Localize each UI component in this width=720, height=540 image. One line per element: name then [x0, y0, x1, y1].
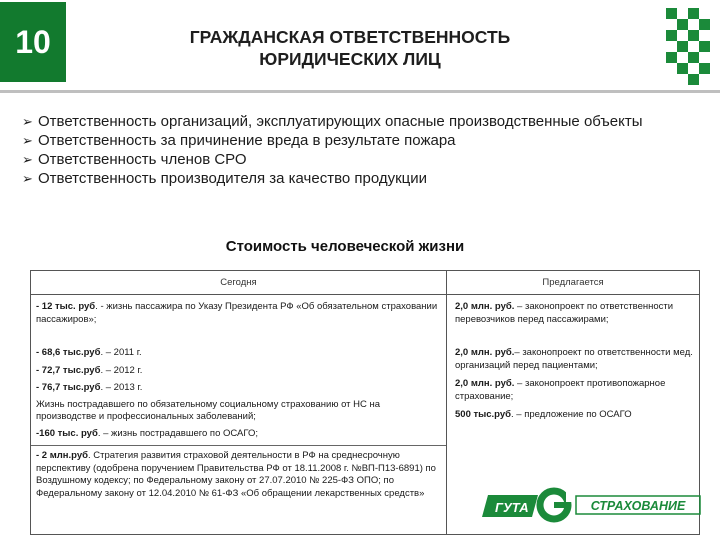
today-column [31, 295, 447, 534]
bullet-item: ➢ Ответственность членов СРО [22, 151, 247, 168]
table-cell: - 12 тыс. руб. - жизнь пассажира по Указу Президента РФ «Об обязательном страховании пассажиров»; [36, 301, 438, 325]
table-cell: 2,0 млн. руб. – законопроект по ответственности перевозчиков перед пассажирами; [455, 301, 674, 325]
table-cell: - 76,7 тыс.руб. – 2013 г. [36, 382, 143, 393]
page-title [120, 26, 580, 70]
arrow-bullet-icon: ➢ [22, 133, 33, 148]
table-cell: - 2 млн.руб. Стратегия развития страховой деятельности в РФ на среднесрочную перспективу (одобрена поручением Правительства РФ от 18.11.2008 г. №ВП-П13-6891) по Воздушному кодексу; по Федеральному закону от 27.07.2010 № 225-ФЗ ОПО; по Федеральному закону от 12.04.2010 № 61-ФЗ «Об обращении лекарственных средств» [36, 450, 436, 499]
title-line-1: ГРАЖДАНСКАЯ ОТВЕТСТВЕННОСТЬ [189, 27, 511, 47]
table-cell: -160 тыс. руб. – жизнь пострадавшего по ОСАГО; [31, 424, 446, 447]
logo-brand-text: ГУТА [495, 500, 529, 515]
arrow-bullet-icon: ➢ [22, 171, 33, 186]
table-cell: - 72,7 тыс.руб. – 2012 г. [36, 364, 143, 376]
bullet-item: ➢ Ответственность за причинение вреда в результате пожара [22, 132, 456, 149]
table-cell: Жизнь пострадавшего по обязательному социальному страхованию от НС на производстве и профессиональных заболеваний; [36, 398, 381, 422]
table-cell: 500 тыс.руб. – предложение по ОСАГО [455, 409, 632, 420]
arrow-bullet-icon: ➢ [22, 114, 33, 129]
header-proposed: Предлагается [542, 277, 604, 288]
header-divider [0, 90, 720, 93]
title-line-2: ЮРИДИЧЕСКИХ ЛИЦ [259, 49, 441, 69]
checker-logo-icon [652, 6, 718, 90]
arrow-bullet-icon: ➢ [22, 152, 33, 167]
bullet-item: ➢ Ответственность производителя за качество продукции [22, 170, 428, 187]
table-cell: - 68,6 тыс.руб. – 2011 г. [36, 347, 142, 358]
table-title: Стоимость человеческой жизни [225, 238, 465, 255]
bullet-item: ➢ Ответственность организаций, эксплуатирующих опасные производственные объекты [22, 113, 643, 130]
slide-number-badge: 10 [0, 2, 66, 82]
bullet-list [22, 112, 712, 188]
header-today: Сегодня [31, 271, 447, 294]
table-cell: 2,0 млн. руб.– законопроект по ответственности мед. организаций перед пациентами; [455, 347, 693, 371]
table-header-row [31, 271, 699, 295]
logo-product-text: СТРАХОВАНИЕ [590, 499, 686, 513]
table-cell: 2,0 млн. руб. – законопроект противопожарное страхование; [455, 378, 666, 402]
guta-insurance-logo [482, 487, 702, 527]
